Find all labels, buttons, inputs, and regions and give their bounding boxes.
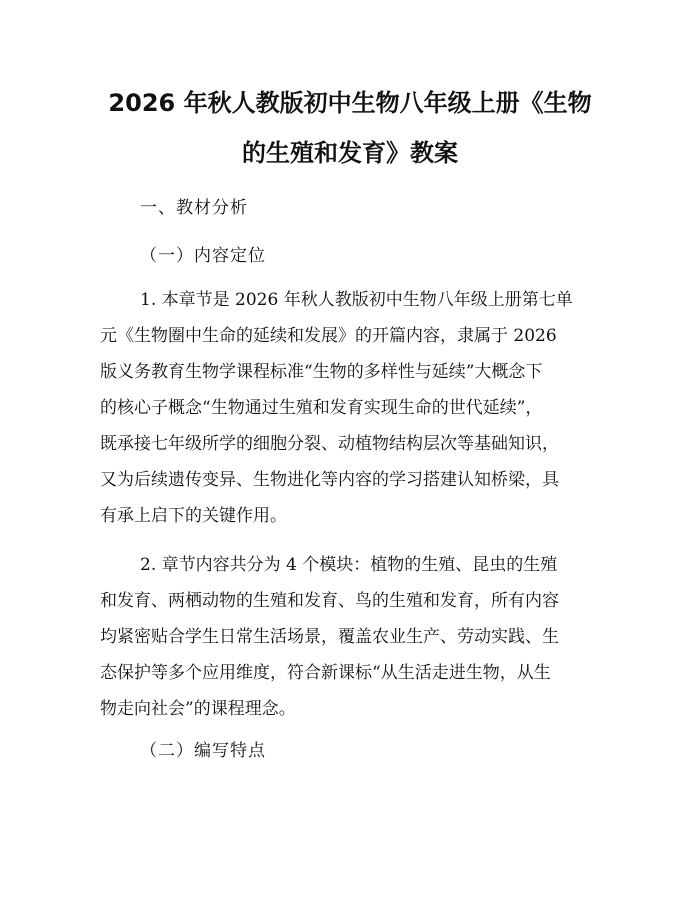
paragraph-line: 的核心子概念“生物通过生殖和发育实现生命的世代延续”， [100,398,543,418]
title-line-2: 的生殖和发育》教案 [242,139,458,167]
paragraph-line: 和发育、两栖动物的生殖和发育、鸟的生殖和发育，所有内容 [100,591,559,611]
paragraph-line: 版义务教育生物学课程标准“生物的多样性与延续”大概念下 [100,362,543,382]
paragraph-line: 均紧密贴合学生日常生活场景，覆盖农业生产、劳动实践、生 [100,627,559,647]
paragraph-line: 有承上启下的关键作用。 [100,506,287,526]
paragraph-1 [100,282,600,534]
subsection-heading-content-positioning: （一）内容定位 [140,246,266,266]
title-line-1: 2026 年秋人教版初中生物八年级上册《生物 [108,89,592,117]
paragraph-line: 2. 章节内容共分为 4 个模块：植物的生殖、昆虫的生殖 [140,555,558,575]
paragraph-2 [100,547,600,727]
paragraph-line: 又为后续遗传变异、生物进化等内容的学习搭建认知桥梁，具 [100,470,559,490]
paragraph-line: 既承接七年级所学的细胞分裂、动植物结构层次等基础知识， [100,434,559,454]
section-heading-textbook-analysis: 一、教材分析 [140,198,248,218]
subsection-heading-writing-features: （二）编写特点 [140,741,266,761]
paragraph-line: 元《生物圈中生命的延续和发展》的开篇内容，隶属于 2026 [100,326,557,346]
document-title [95,78,605,178]
paragraph-line: 物走向社会”的课程理念。 [100,699,296,719]
paragraph-line: 态保护等多个应用维度，符合新课标“从生活走进生物，从生 [100,663,551,683]
paragraph-line: 1. 本章节是 2026 年秋人教版初中生物八年级上册第七单 [140,290,573,310]
